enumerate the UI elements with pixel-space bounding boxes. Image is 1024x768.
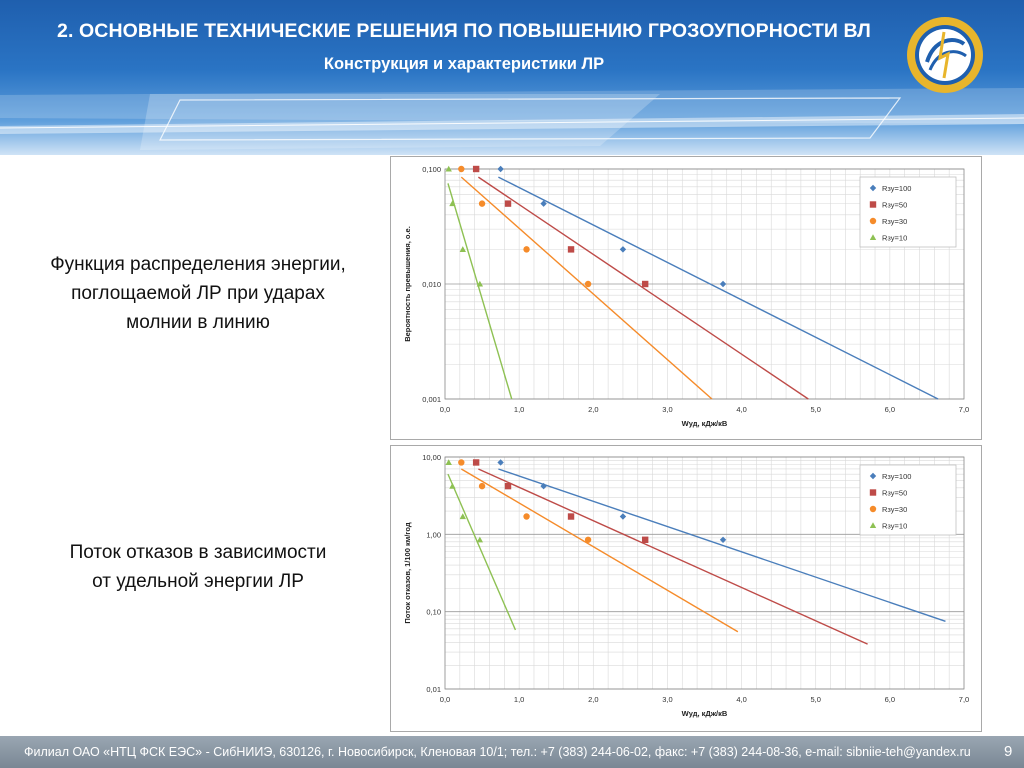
desc1-line2: поглощаемой ЛР при ударах bbox=[71, 283, 325, 304]
c2-series2-point bbox=[568, 513, 574, 519]
c1-ytick-label: 0,001 bbox=[422, 395, 441, 404]
desc2-line2: от удельной энергии ЛР bbox=[92, 571, 304, 592]
c2-series2-point bbox=[642, 537, 648, 543]
c1-series2-trendline bbox=[478, 177, 808, 399]
chart2-description bbox=[8, 538, 388, 596]
c1-series1-point bbox=[497, 166, 503, 172]
c2-y-axis-label: Поток отказов, 1/100 км/год bbox=[403, 522, 412, 624]
footer-contact: Филиал ОАО «НТЦ ФСК ЕЭС» - СибНИИЭ, 630126, г. Новосибирск, Кленовая 10/1; тел.: +7 (383) 244-06-02, факс: +7 (383) 244-08-36, e-mail: sibniie-teh@yandex.ru bbox=[24, 745, 971, 759]
c2-legend-marker bbox=[870, 489, 876, 495]
c2-xtick-label: 7,0 bbox=[958, 695, 970, 704]
c2-series4-point bbox=[449, 483, 455, 489]
c2-xtick-label: 4,0 bbox=[736, 695, 747, 704]
chart1-description bbox=[8, 250, 388, 337]
c2-series3-point bbox=[479, 483, 485, 489]
c1-series2-point bbox=[505, 200, 511, 206]
c1-ytick-label: 0,100 bbox=[422, 165, 441, 174]
c2-series4-point bbox=[446, 459, 452, 465]
c2-legend-label: Rзу=30 bbox=[882, 505, 908, 514]
c1-series2-point bbox=[642, 281, 648, 287]
c2-ytick-label: 1,00 bbox=[426, 530, 441, 540]
c1-xtick-label: 6,0 bbox=[884, 405, 896, 414]
c2-legend-label: Rзу=100 bbox=[882, 472, 912, 481]
c1-legend-label: Rзу=30 bbox=[882, 217, 908, 226]
c1-series4-trendline bbox=[448, 183, 512, 399]
c2-series3-point bbox=[523, 513, 529, 519]
c1-series4-point bbox=[449, 200, 455, 206]
c2-legend-label: Rзу=50 bbox=[882, 488, 908, 498]
c1-legend-label: Rзу=100 bbox=[882, 184, 912, 193]
c1-legend-marker bbox=[870, 201, 876, 207]
c2-xtick-label: 3,0 bbox=[662, 695, 673, 704]
page-number: 9 bbox=[1004, 743, 1013, 760]
slide-footer bbox=[0, 736, 1024, 768]
c2-series3-point bbox=[458, 459, 464, 465]
c2-ytick-label: 0,01 bbox=[426, 685, 441, 694]
c1-series3-trendline bbox=[461, 177, 712, 399]
c2-legend bbox=[860, 465, 956, 535]
c1-series1-point bbox=[620, 246, 626, 252]
c2-series3-trendline bbox=[461, 469, 738, 632]
c2-legend-label: Rзу=10 bbox=[882, 521, 908, 531]
c1-xtick-label: 1,0 bbox=[513, 405, 525, 414]
chart-probability-svg bbox=[391, 157, 981, 439]
c1-x-axis-label: Wуд, кДж/кВ bbox=[681, 419, 728, 428]
c1-legend bbox=[860, 177, 956, 247]
c1-series2-point bbox=[473, 166, 479, 172]
c2-series2-trendline bbox=[478, 469, 867, 644]
c2-xtick-label: 5,0 bbox=[810, 695, 821, 704]
slide-header bbox=[0, 0, 1024, 155]
c1-xtick-label: 3,0 bbox=[662, 405, 673, 414]
page-subtitle: Конструкция и характеристики ЛР bbox=[323, 55, 605, 73]
c1-y-axis-label: Вероятность превышения, о.е. bbox=[403, 226, 412, 342]
c2-series3-point bbox=[585, 537, 591, 543]
page-title: 2. ОСНОВНЫЕ ТЕХНИЧЕСКИЕ РЕШЕНИЯ ПО ПОВЫШЕНИЮ ГРОЗОУПОРНОСТИ ВЛ bbox=[57, 20, 871, 42]
c2-ytick-label: 10,00 bbox=[422, 453, 441, 462]
c2-xtick-label: 0,0 bbox=[439, 695, 451, 704]
desc2-line1: Поток отказов в зависимости bbox=[69, 542, 327, 563]
c2-legend-marker bbox=[870, 506, 876, 512]
c1-ytick-label: 0,010 bbox=[422, 280, 441, 289]
c1-xtick-label: 0,0 bbox=[439, 405, 451, 414]
c2-series1-point bbox=[620, 513, 626, 519]
c1-xtick-label: 5,0 bbox=[810, 405, 821, 414]
c1-legend-marker bbox=[870, 218, 876, 224]
chart-probability bbox=[390, 156, 982, 440]
desc1-line3: молнии в линию bbox=[126, 312, 270, 333]
c1-series2-point bbox=[568, 246, 574, 252]
c2-xtick-label: 2,0 bbox=[588, 695, 599, 704]
c2-xtick-label: 6,0 bbox=[884, 695, 896, 704]
chart-failure-rate-svg bbox=[391, 446, 981, 731]
c1-series1-point bbox=[720, 281, 726, 287]
desc1-line1: Функция распределения энергии, bbox=[50, 254, 346, 275]
c1-series3-point bbox=[458, 166, 464, 172]
c1-series4-point bbox=[460, 246, 466, 252]
c2-series2-point bbox=[473, 459, 479, 465]
c2-ytick-label: 0,10 bbox=[426, 607, 441, 617]
chart-failure-rate bbox=[390, 445, 982, 732]
company-logo-icon bbox=[904, 14, 986, 96]
c1-xtick-label: 7,0 bbox=[958, 405, 970, 414]
c1-xtick-label: 4,0 bbox=[736, 405, 747, 414]
c1-legend-label: Rзу=50 bbox=[882, 200, 908, 210]
c1-legend-label: Rзу=10 bbox=[882, 233, 908, 243]
c1-series3-point bbox=[479, 200, 485, 206]
c2-xtick-label: 1,0 bbox=[513, 695, 525, 704]
c2-x-axis-label: Wуд, кДж/кВ bbox=[681, 709, 728, 718]
c2-series2-point bbox=[505, 483, 511, 489]
c2-series4-point bbox=[477, 537, 483, 543]
c1-series3-point bbox=[523, 246, 529, 252]
c1-xtick-label: 2,0 bbox=[588, 405, 599, 414]
c1-series3-point bbox=[585, 281, 591, 287]
